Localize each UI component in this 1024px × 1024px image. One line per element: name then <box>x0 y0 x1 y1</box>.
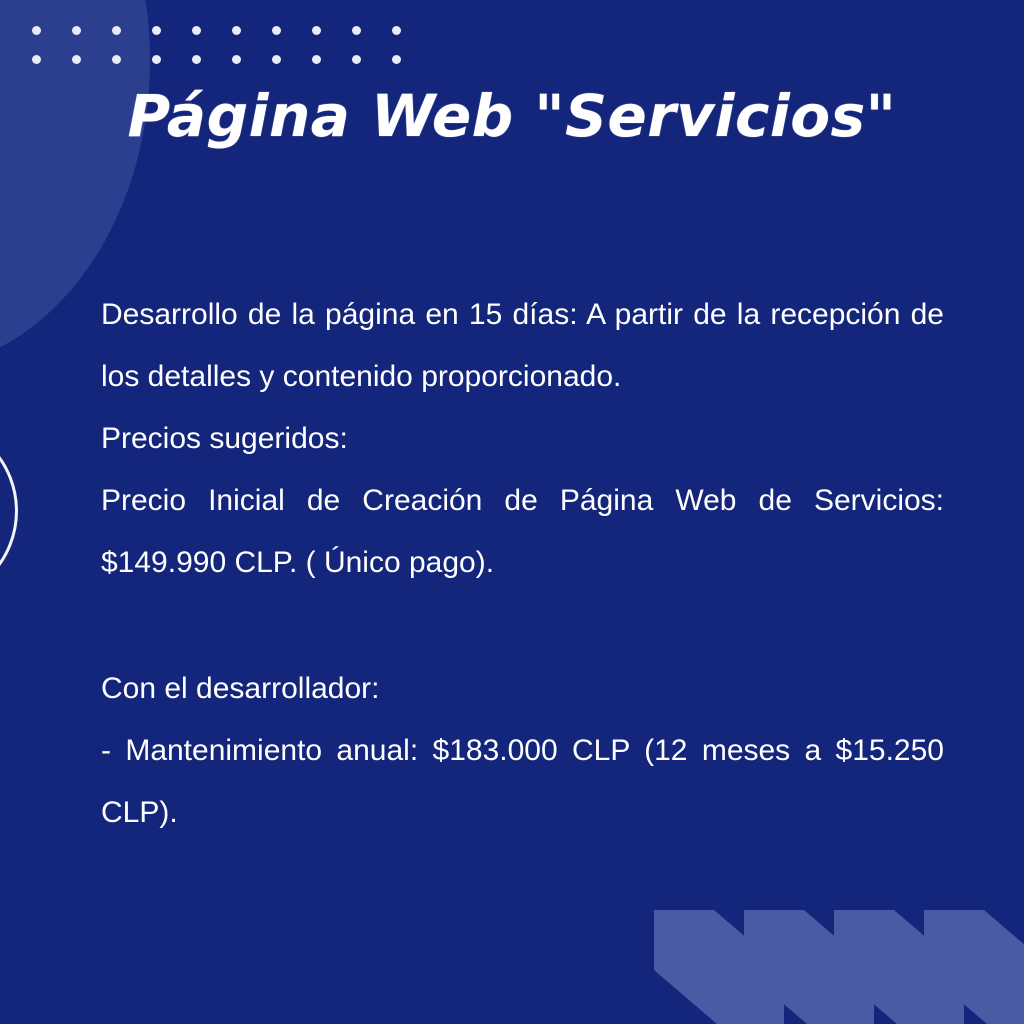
body-content <box>101 284 944 844</box>
dot-icon <box>232 26 241 35</box>
dot-icon <box>272 55 281 64</box>
circle-outline-decoration <box>0 418 18 604</box>
page-title: Página Web "Servicios" <box>127 82 897 150</box>
dot-icon <box>192 26 201 35</box>
dot-icon <box>352 26 361 35</box>
paragraph-mantenimiento: - Mantenimiento anual: $183.000 CLP (12 meses a $15.250 CLP). <box>101 734 944 829</box>
paragraph-con-el-desarrollador: Con el desarrollador: <box>101 672 380 705</box>
paragraph-precios-sugeridos: Precios sugeridos: <box>101 422 348 455</box>
paragraph-desarrollo: Desarrollo de la página en 15 días: A partir de la recepción de los detalles y contenido proporcionado. <box>101 298 944 393</box>
dot-icon <box>392 26 401 35</box>
dot-icon <box>152 26 161 35</box>
dot-icon <box>112 26 121 35</box>
dot-icon <box>72 26 81 35</box>
dot-icon <box>112 55 121 64</box>
dot-icon <box>392 55 401 64</box>
dot-icon <box>72 55 81 64</box>
dot-icon <box>352 55 361 64</box>
dot-icon <box>152 55 161 64</box>
chevron-arrows-decoration <box>654 910 1024 1024</box>
paragraph-precio-inicial: Precio Inicial de Creación de Página Web de Servicios: $149.990 CLP. ( Único pago). <box>101 484 944 579</box>
dot-icon <box>272 26 281 35</box>
dot-icon <box>232 55 241 64</box>
dot-icon <box>312 26 321 35</box>
dot-icon <box>32 26 41 35</box>
dot-icon <box>32 55 41 64</box>
dot-icon <box>192 55 201 64</box>
dot-grid-decoration <box>16 16 416 74</box>
dot-icon <box>312 55 321 64</box>
